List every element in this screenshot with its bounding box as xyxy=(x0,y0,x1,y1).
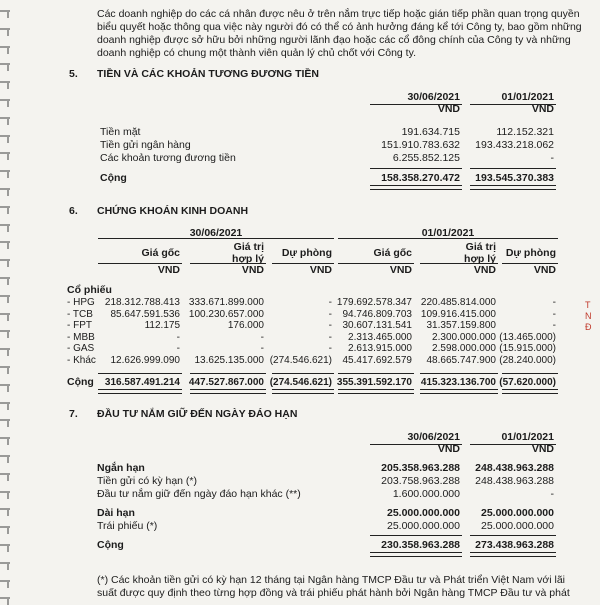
section-7-number: 7. xyxy=(69,408,78,420)
binding-ring xyxy=(0,152,10,154)
s6-cell-a2: 333.671.899.000 xyxy=(188,297,264,308)
s6-cell-a1: 12.626.999.090 xyxy=(110,355,180,366)
binding-ring xyxy=(0,419,10,421)
s6-cell-a3: - xyxy=(328,308,332,320)
s6-cell-b3: (15.915.000) xyxy=(499,343,556,355)
s6-cell-a1: - xyxy=(176,331,180,343)
s6-cell-b2: 31.357.159.800 xyxy=(426,320,496,332)
s6-cell-a2: 176.000 xyxy=(227,320,264,332)
binding-ring xyxy=(0,508,10,510)
s5-total-v2: 193.545.370.383 xyxy=(475,172,554,184)
s7-unit1: VND xyxy=(437,443,460,455)
s6-cell-b1: 2.313.465.000 xyxy=(348,331,412,343)
section-6-title: CHỨNG KHOÁN KINH DOANH xyxy=(97,205,249,217)
binding-ring xyxy=(0,10,10,12)
s6-unit: VND xyxy=(241,264,264,276)
binding-ring xyxy=(0,526,10,528)
s6-row-label: - TCB xyxy=(67,308,93,320)
s6-unit: VND xyxy=(389,264,412,276)
s6-h-fair-a2: hợp lý xyxy=(232,253,264,265)
s6-unit: VND xyxy=(473,264,496,276)
s6-cell-b1: 179.692.578.347 xyxy=(336,297,412,308)
binding-ring xyxy=(0,277,10,279)
binding-ring xyxy=(0,99,10,101)
s5-row-label: Tiền gửi ngân hàng xyxy=(100,139,191,151)
s6-period2: 01/01/2021 xyxy=(421,227,475,239)
s5-total-v1: 158.358.270.472 xyxy=(381,172,460,184)
s7-total-v2: 273.438.963.288 xyxy=(475,539,554,551)
s6-total-a2: 447.527.867.000 xyxy=(188,377,264,388)
s6-cell-a3: - xyxy=(328,320,332,332)
s6-cell-b2: 220.485.814.000 xyxy=(420,297,496,308)
s6-h-fair-b1: Giá trị xyxy=(465,241,496,253)
s6-row-label: - Khác xyxy=(67,355,96,366)
s6-row-label: - GAS xyxy=(67,343,95,355)
binding-ring xyxy=(0,384,10,386)
s7-total-v1: 230.358.963.288 xyxy=(381,539,460,551)
s6-cell-b1: 45.417.692.579 xyxy=(342,355,412,366)
intro-line-4: doanh nghiệp có chung một thành viên quản lý chủ chốt với Công ty. xyxy=(97,47,416,59)
s6-unit: VND xyxy=(309,264,332,276)
s6-h-fair-a1: Giá trị xyxy=(233,241,264,253)
s6-total-b2: 415.323.136.700 xyxy=(420,377,496,388)
red-stamp-edge: T N Đ xyxy=(585,300,592,332)
intro-line-3: doanh nghiệp được sở hữu bởi những người lãnh đạo hoặc các cổ đông chính của Công ty và những xyxy=(97,34,571,46)
s6-cell-b3: - xyxy=(552,320,556,332)
s7-total-label: Cộng xyxy=(97,539,124,551)
s6-row-label: - FPT xyxy=(67,320,92,332)
s6-h-cost-b: Giá gốc xyxy=(373,247,412,259)
s6-group-label: Cổ phiếu xyxy=(67,284,112,296)
s7-row-v2: 248.438.963.288 xyxy=(475,475,554,487)
binding-ring xyxy=(0,28,10,30)
s6-cell-b2: 48.665.747.900 xyxy=(426,355,496,366)
binding-ring xyxy=(0,402,10,404)
s6-cell-b3: - xyxy=(552,308,556,320)
s5-row-v1: 151.910.783.632 xyxy=(381,139,460,151)
binding-ring xyxy=(0,295,10,297)
s7-col1-header: 30/06/2021 xyxy=(407,431,460,443)
s6-cell-a1: 85.647.591.536 xyxy=(110,308,180,320)
s7-row-label: Tiền gửi có kỳ hạn (*) xyxy=(97,475,198,487)
s6-total-b1: 355.391.592.170 xyxy=(336,377,412,388)
binding-ring xyxy=(0,241,10,243)
s6-cell-b1: 30.607.131.541 xyxy=(342,320,412,332)
s6-cell-b2: 2.300.000.000 xyxy=(432,331,496,343)
binding-ring xyxy=(0,348,10,350)
s7-col2-header: 01/01/2021 xyxy=(501,431,554,443)
s6-h-prov-b: Dự phòng xyxy=(505,247,556,259)
s7-short-v2: 248.438.963.288 xyxy=(475,462,554,474)
binding-ring xyxy=(0,455,10,457)
s5-unit2: VND xyxy=(531,103,554,115)
s6-cell-a2: 13.625.135.000 xyxy=(194,355,264,366)
s6-unit: VND xyxy=(533,264,556,276)
s5-row-v2: 193.433.218.062 xyxy=(475,139,554,151)
section-5-number: 5. xyxy=(69,68,78,80)
s6-cell-a2: - xyxy=(260,343,264,355)
s6-cell-a1: 218.312.788.413 xyxy=(104,297,180,308)
s6-h-fair-b2: hợp lý xyxy=(464,253,496,265)
intro-line-1: Các doanh nghiệp do các cá nhân được nêu ở trên nắm trực tiếp hoặc gián tiếp phần quan trọng quyền xyxy=(97,8,580,20)
s7-long-v1: 25.000.000.000 xyxy=(387,507,460,519)
binding-ring xyxy=(0,46,10,48)
binding-ring xyxy=(0,366,10,368)
binding-ring xyxy=(0,437,10,439)
binding-ring xyxy=(0,188,10,190)
s5-row-v1: 6.255.852.125 xyxy=(392,152,460,164)
binding-ring xyxy=(0,117,10,119)
s6-cell-a1: 112.175 xyxy=(144,320,180,332)
s6-h-prov-a: Dự phòng xyxy=(281,247,332,259)
binding-ring xyxy=(0,330,10,332)
s6-cell-a3: (274.546.621) xyxy=(269,355,332,366)
s6-total-a1: 316.587.491.214 xyxy=(104,377,180,388)
s6-h-cost-a: Giá gốc xyxy=(141,247,180,259)
s5-col2-header: 01/01/2021 xyxy=(501,91,554,103)
binding-ring xyxy=(0,63,10,65)
s5-total-label: Cộng xyxy=(100,172,127,184)
binding-ring xyxy=(0,259,10,261)
s5-row-v2: - xyxy=(550,152,554,164)
s5-col1-header: 30/06/2021 xyxy=(407,91,460,103)
s6-cell-b1: 2.613.915.000 xyxy=(348,343,412,355)
s6-cell-b3: - xyxy=(552,297,556,308)
s6-cell-b2: 109.916.415.000 xyxy=(420,308,496,320)
binding-ring xyxy=(0,544,10,546)
s7-row-label: Đầu tư nắm giữ đến ngày đáo hạn khác (**) xyxy=(97,488,301,500)
s6-cell-a1: - xyxy=(176,343,180,355)
s7-long-v2: 25.000.000.000 xyxy=(481,507,554,519)
s5-row-v2: 112.152.321 xyxy=(496,126,554,138)
s6-cell-a3: - xyxy=(328,297,332,308)
s7-row-v2: 25.000.000.000 xyxy=(481,520,554,532)
s7-row-v1: 1.600.000.000 xyxy=(392,488,460,500)
s6-cell-b3: (28.240.000) xyxy=(499,355,556,366)
s7-unit2: VND xyxy=(531,443,554,455)
s7-long-label: Dài hạn xyxy=(97,507,135,519)
s6-total-b3: (57.620.000) xyxy=(499,377,556,388)
section-7-title: ĐẦU TƯ NẮM GIỮ ĐẾN NGÀY ĐÁO HẠN xyxy=(97,408,298,420)
s6-row-label: - MBB xyxy=(67,331,95,343)
s6-cell-a3: - xyxy=(328,331,332,343)
s7-row-v1: 203.758.963.288 xyxy=(381,475,460,487)
s6-total-a3: (274.546.621) xyxy=(269,377,332,388)
section-5-title: TIỀN VÀ CÁC KHOẢN TƯƠNG ĐƯƠNG TIỀN xyxy=(97,68,320,80)
binding-ring xyxy=(0,597,10,599)
s6-cell-a2: - xyxy=(260,331,264,343)
binding-ring xyxy=(0,562,10,564)
footnote-line-2: suất được quy định theo từng hợp đồng và trái phiếu phát hành bởi Ngân hàng TMCP Đầu tư và phát xyxy=(97,587,570,599)
s7-row-label: Trái phiếu (*) xyxy=(97,520,158,532)
s6-period1: 30/06/2021 xyxy=(189,227,243,239)
s7-short-label: Ngắn hạn xyxy=(97,462,145,474)
binding-ring xyxy=(0,224,10,226)
s5-row-v1: 191.634.715 xyxy=(401,126,460,138)
binding-ring xyxy=(0,135,10,137)
binding-ring xyxy=(0,81,10,83)
s7-row-v2: - xyxy=(550,488,554,500)
intro-line-2: biểu quyết hoặc thông qua việc này người đó có thể có ảnh hưởng đáng kể tới Công ty, bao gồm những xyxy=(97,21,582,33)
s7-row-v1: 25.000.000.000 xyxy=(387,520,460,532)
s7-short-v1: 205.358.963.288 xyxy=(381,462,460,474)
binding-ring xyxy=(0,473,10,475)
s6-cell-b3: (13.465.000) xyxy=(499,331,556,343)
s6-cell-a3: - xyxy=(328,343,332,355)
binding-ring xyxy=(0,491,10,493)
s6-cell-a2: 100.230.657.000 xyxy=(188,308,264,320)
s6-cell-b2: 2.598.000.000 xyxy=(432,343,496,355)
binding-ring xyxy=(0,313,10,315)
footnote-line-1: (*) Các khoản tiền gửi có kỳ hạn 12 tháng tại Ngân hàng TMCP Đầu tư và Phát triển Việt Nam với lãi xyxy=(97,574,566,586)
s5-unit1: VND xyxy=(437,103,460,115)
s6-row-label: - HPG xyxy=(67,297,95,308)
binding-ring xyxy=(0,580,10,582)
s6-cell-b1: 94.746.809.703 xyxy=(342,308,412,320)
s6-total-label: Cộng xyxy=(67,376,94,388)
s6-unit: VND xyxy=(157,264,180,276)
binding-ring xyxy=(0,170,10,172)
binding-ring xyxy=(0,206,10,208)
s5-row-label: Các khoản tương đương tiền xyxy=(100,152,236,164)
section-6-number: 6. xyxy=(69,205,78,217)
s5-row-label: Tiền mặt xyxy=(100,126,141,138)
